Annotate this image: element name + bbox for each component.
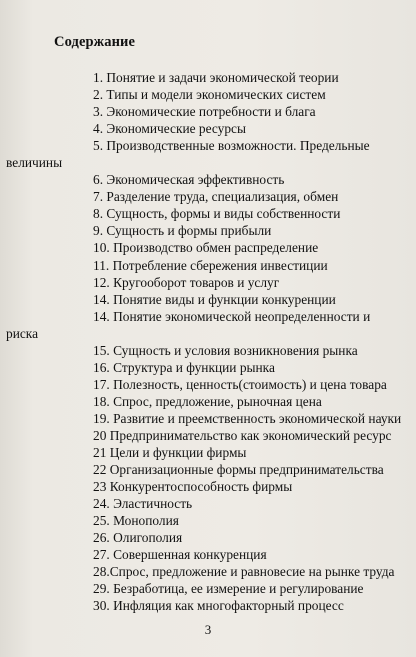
toc-item: 9. Сущность и формы прибыли bbox=[93, 223, 272, 239]
toc-item-continuation: величины bbox=[6, 155, 63, 171]
toc-item: 16. Структура и функции рынка bbox=[93, 359, 275, 375]
toc-item: 27. Совершенная конкуренция bbox=[93, 547, 267, 563]
toc-item: 24. Эластичность bbox=[93, 496, 193, 512]
toc-item: 2. Типы и модели экономических систем bbox=[93, 87, 326, 103]
toc-item: 7. Разделение труда, специализация, обмен bbox=[93, 189, 339, 205]
toc-item: 11. Потребление сбережения инвестиции bbox=[93, 257, 328, 273]
toc-item: 3. Экономические потребности и блага bbox=[93, 104, 316, 120]
toc-item: 17. Полезность, ценность(стоимость) и цена товара bbox=[93, 376, 387, 392]
toc-item: 20 Предпринимательство как экономический ресурс bbox=[93, 427, 392, 443]
toc-item: 4. Экономические ресурсы bbox=[93, 121, 246, 137]
toc-item: 23 Конкурентоспособность фирмы bbox=[93, 479, 293, 495]
toc-item: 28.Спрос, предложение и равновесие на рынке труда bbox=[93, 564, 395, 580]
toc-item: 21 Цели и функции фирмы bbox=[93, 445, 247, 461]
toc-item: 18. Спрос, предложение, рыночная цена bbox=[93, 393, 322, 409]
toc-item: 12. Кругооборот товаров и услуг bbox=[93, 274, 280, 290]
toc-item: 30. Инфляция как многофакторный процесс bbox=[93, 598, 344, 614]
toc-item: 10. Производство обмен распределение bbox=[93, 240, 319, 256]
toc-item: 5. Производственные возможности. Предельные bbox=[93, 138, 370, 154]
toc-item: 22 Организационные формы предпринимательства bbox=[93, 462, 384, 478]
toc-item: 8. Сущность, формы и виды собственности bbox=[93, 206, 341, 222]
toc-item: 15. Сущность и условия возникновения рынка bbox=[93, 342, 358, 358]
toc-item: 1. Понятие и задачи экономической теории bbox=[93, 70, 339, 85]
toc-item-continuation: риска bbox=[6, 325, 39, 341]
page-number: 3 bbox=[204, 622, 212, 637]
page-title: Содержание bbox=[54, 34, 136, 50]
table-of-contents bbox=[0, 69, 416, 615]
toc-item: 29. Безработица, ее измерение и регулирование bbox=[93, 581, 364, 597]
toc-item: 6. Экономическая эффективность bbox=[93, 172, 285, 188]
toc-item: 14. Понятие экономической неопределенности и bbox=[93, 308, 371, 324]
toc-item: 25. Монополия bbox=[93, 513, 179, 529]
toc-item: 26. Олигополия bbox=[93, 530, 183, 546]
toc-item: 14. Понятие виды и функции конкуренции bbox=[93, 291, 336, 307]
toc-item: 19. Развитие и преемственность экономической науки bbox=[93, 410, 402, 426]
